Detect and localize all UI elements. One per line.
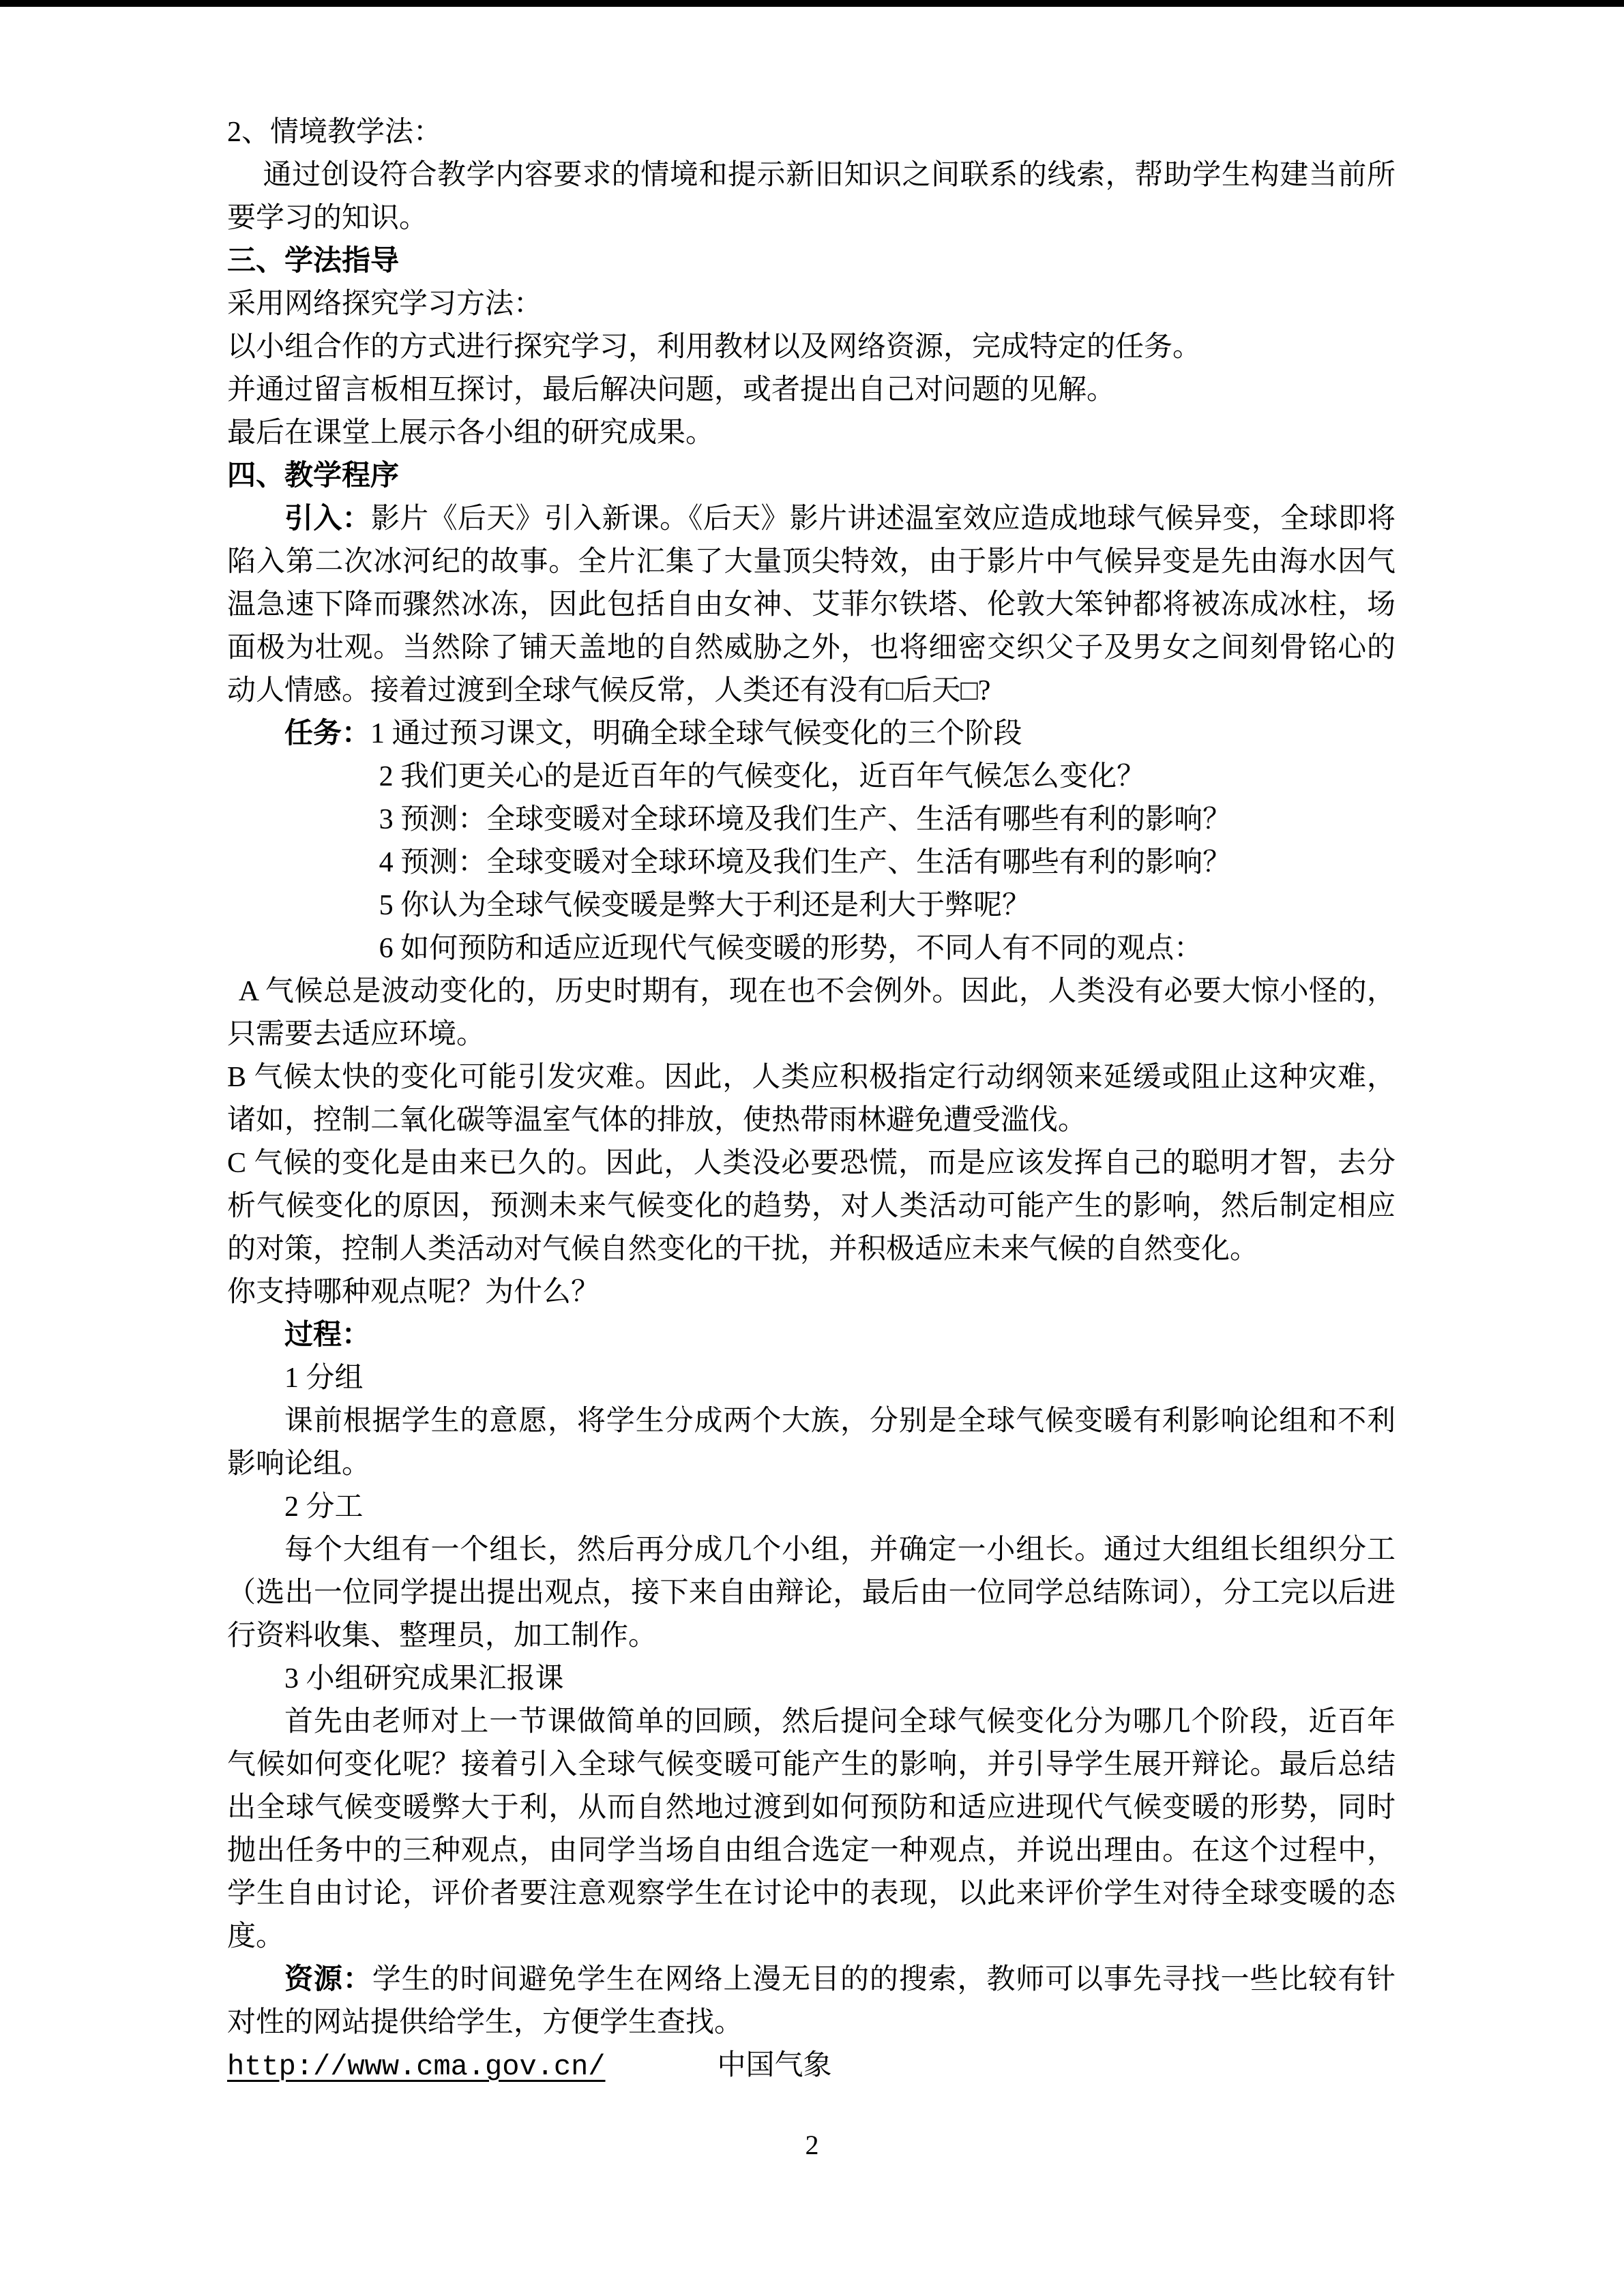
scan-artifact-top-strip xyxy=(0,0,1624,7)
text-run: B 气候太快的变化可能引发灾难。因此，人类应积极指定行动纲领来延缓或阻止这种灾难，诸如，控制二氧化碳等温室气体的排放，使热带雨林避免遭受滥伐。 xyxy=(227,1062,1396,1136)
bold-run-in-label: 任务： xyxy=(284,718,371,749)
text-run: 2 我们更关心的是近百年的气候变化，近百年气候怎么变化？ xyxy=(379,761,1146,792)
para-process-title xyxy=(227,1314,1396,1357)
para-study-method-1 xyxy=(227,326,1396,369)
text-run: 影片《后天》引入新课。《后天》影片讲述温室效应造成地球气候异变，全球即将陷入第二次冰河纪的故事。全片汇集了大量顶尖特效，由于影片中气候异变是先由海水因气温急速下降而骤然冰冻，因此包括自由女神、艾菲尔铁塔、伦敦大笨钟都将被冻成冰柱，场面极为壮观。当然除了铺天盖地的自然威胁之外，也将细密交织父子及男女之间刻骨铭心的动人情感。接着过渡到全球气候反常，人类还有没有□后天□? xyxy=(227,503,1396,706)
para-task-item-5 xyxy=(227,884,1396,927)
para-step-1-title xyxy=(227,1357,1396,1400)
para-task-item-6 xyxy=(227,927,1396,970)
text-run: 3 小组研究成果汇报课 xyxy=(284,1663,564,1695)
text-run: 中国气象 xyxy=(717,2050,832,2081)
text-run: 2 分工 xyxy=(284,1491,364,1523)
para-resource xyxy=(227,1958,1396,2044)
text-run: 5 你认为全球气候变暖是弊大于利还是利大于弊呢？ xyxy=(379,890,1031,921)
para-opinion-b xyxy=(227,1056,1396,1142)
heading-section-3 xyxy=(227,240,1396,283)
para-step-3-body xyxy=(227,1701,1396,1958)
para-task-item-3 xyxy=(227,799,1396,841)
para-step-3-title xyxy=(227,1658,1396,1701)
text-run: 通过创设符合教学内容要求的情境和提示新旧知识之间联系的线索，帮助学生构建当前所要学习的知识。 xyxy=(227,160,1396,234)
page-number: 2 xyxy=(805,2130,819,2160)
text-run: A 气候总是波动变化的，历史时期有，现在也不会例外。因此，人类没有必要大惊小怪的，只需要去适应环境。 xyxy=(227,976,1396,1050)
text-run: 课前根据学生的意愿，将学生分成两个大族，分别是全球气候变暖有利影响论组和不利影响论组。 xyxy=(227,1405,1396,1480)
para-lead-in xyxy=(227,498,1396,713)
para-study-method-intro xyxy=(227,283,1396,326)
para-step-2-body xyxy=(227,1529,1396,1658)
text-run: C 气候的变化是由来已久的。因此，人类没必要恐慌，而是应该发挥自己的聪明才智，去分析气候变化的原因，预测未来气候变化的趋势，对人类活动可能产生的影响，然后制定相应的对策，控制人类活动对气候自然变化的干扰，并积极适应未来气候的自然变化。 xyxy=(227,1148,1396,1265)
text-run: 1 通过预习课文，明确全球全球气候变化的三个阶段 xyxy=(370,718,1022,749)
text-run: 6 如何预防和适应近现代气候变暖的形势，不同人有不同的观点： xyxy=(379,933,1203,964)
para-method-2-body xyxy=(227,154,1396,240)
text-run: 采用网络探究学习方法： xyxy=(227,288,543,320)
para-step-2-title xyxy=(227,1486,1396,1529)
bold-run-in-label: 四、教学程序 xyxy=(227,460,400,492)
text-run: 以小组合作的方式进行探究学习，利用教材以及网络资源，完成特定的任务。 xyxy=(227,331,1202,363)
text-run: 每个大组有一个组长，然后再分成几个小组，并确定一小组长。通过大组组长组织分工（选出一位同学提出提出观点，接下来自由辩论，最后由一位同学总结陈词），分工完以后进行资料收集、整理员，加工制作。 xyxy=(227,1534,1396,1652)
text-run: 1 分组 xyxy=(284,1362,364,1394)
para-task-item-1 xyxy=(227,713,1396,756)
text-run: 最后在课堂上展示各小组的研究成果。 xyxy=(227,417,715,449)
text-run: 你支持哪种观点呢？为什么？ xyxy=(227,1277,600,1308)
para-opinion-a xyxy=(227,970,1396,1056)
para-method-2-title xyxy=(227,111,1396,154)
para-opinion-c xyxy=(227,1142,1396,1271)
text-run: 并通过留言板相互探讨，最后解决问题，或者提出自己对问题的见解。 xyxy=(227,374,1116,406)
text-run: 3 预测：全球变暖对全球环境及我们生产、生活有哪些有利的影响？ xyxy=(379,804,1232,835)
para-resource-link xyxy=(227,2044,1396,2089)
resource-link-url[interactable]: http://www.cma.gov.cn/ xyxy=(227,2051,606,2083)
para-step-1-body xyxy=(227,1400,1396,1486)
bold-run-in-label: 过程： xyxy=(284,1320,371,1351)
para-opinion-question xyxy=(227,1271,1396,1314)
text-run: 2、情境教学法： xyxy=(227,117,443,148)
text-run: 首先由老师对上一节课做简单的回顾，然后提问全球气候变化分为哪几个阶段，近百年气候如何变化呢？接着引入全球气候变暖可能产生的影响，并引导学生展开辩论。最后总结出全球气候变暖弊大于利，从而自然地过渡到如何预防和适应进现代气候变暖的形势，同时抛出任务中的三种观点，由同学当场自由组合选定一种观点，并说出理由。在这个过程中，学生自由讨论，评价者要注意观察学生在讨论中的表现，以此来评价学生对待全球变暖的态度。 xyxy=(227,1706,1396,1952)
bold-run-in-label: 三、学法指导 xyxy=(227,245,400,277)
para-study-method-2 xyxy=(227,369,1396,412)
heading-section-4 xyxy=(227,455,1396,498)
bold-run-in-label: 引入： xyxy=(284,503,371,535)
text-run: 学生的时间避免学生在网络上漫无目的的搜索，教师可以事先寻找一些比较有针对性的网站提供给学生，方便学生查找。 xyxy=(227,1964,1396,2038)
para-task-item-4 xyxy=(227,841,1396,884)
document-body xyxy=(227,111,1396,2089)
text-run: 4 预测：全球变暖对全球环境及我们生产、生活有哪些有利的影响？ xyxy=(379,847,1232,878)
bold-run-in-label: 资源： xyxy=(284,1964,372,1995)
para-task-item-2 xyxy=(227,756,1396,799)
para-study-method-3 xyxy=(227,412,1396,455)
